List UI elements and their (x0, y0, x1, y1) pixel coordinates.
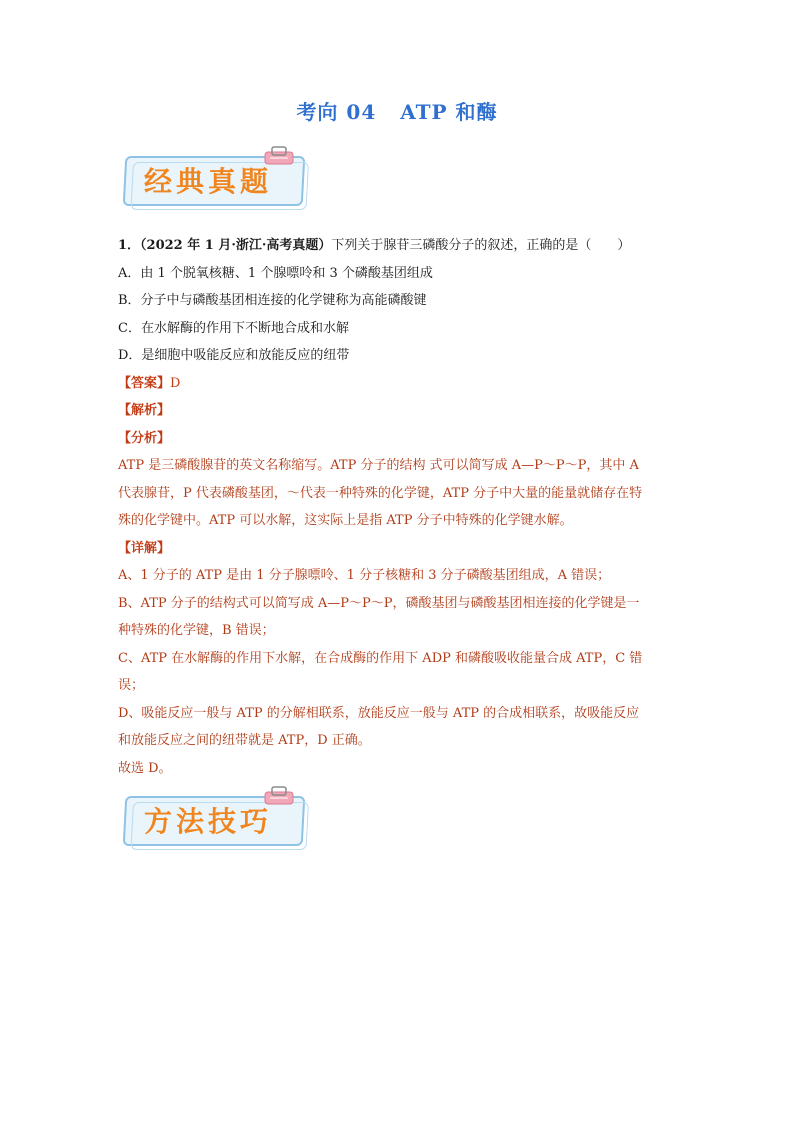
option-c: C．在水解酶的作用下不断地合成和水解 (118, 320, 349, 336)
fenxi-line: 代表腺苷，P 代表磷酸基团，～代表一种特殊的化学键，ATP 分子中大量的能量就储存在特 (118, 485, 643, 501)
xiangjie-line: C、ATP 在水解酶的作用下水解，在合成酶的作用下 ADP 和磷酸吸收能量合成 ATP，C 错 (118, 650, 643, 666)
question-stem-line (118, 232, 678, 260)
banner-classic-label: 经典真题 (144, 165, 273, 198)
question-block (118, 232, 678, 782)
xiangjie-line: A、1 分子的 ATP 是由 1 分子腺嘌呤、1 分子核糖和 3 分子磷酸基团组成，A 错误； (118, 568, 611, 583)
option-a: A．由 1 个脱氧核糖、1 个腺嘌呤和 3 个磷酸基团组成 (118, 265, 433, 281)
section-banner-classic (120, 146, 310, 212)
answer-line (118, 370, 678, 398)
question-source: （2022 年 1 月·浙江·高考真题） (140, 238, 332, 253)
paperclip-icon (262, 146, 296, 168)
paperclip-icon (262, 786, 296, 808)
xiangjie-line: 误； (118, 678, 145, 693)
title-prefix: 考向 04 (296, 100, 377, 124)
section-banner-method (120, 786, 310, 852)
page-title (0, 96, 794, 125)
question-number: 1． (118, 238, 141, 253)
answer-value: D (170, 375, 181, 391)
option-d: D．是细胞中吸能反应和放能反应的纽带 (118, 348, 350, 363)
fenxi-line: ATP 是三磷酸腺苷的英文名称缩写。ATP 分子的结构 式可以简写成 A—P～P～P，其中 A (118, 458, 639, 473)
answer-label: 【答案】 (118, 375, 171, 391)
fenxi-label: 【分析】 (118, 430, 171, 446)
conclusion-line: 故选 D。 (118, 760, 172, 776)
option-b: B．分子中与磷酸基团相连接的化学键称为高能磷酸键 (118, 293, 427, 308)
xiangjie-line: D、吸能反应一般与 ATP 的分解相联系，放能反应一般与 ATP 的合成相联系，故吸能反应 (118, 705, 640, 721)
banner-method-label: 方法技巧 (144, 805, 273, 838)
question-stem: 下列关于腺苷三磷酸分子的叙述，正确的是（ ） (331, 238, 631, 253)
fenxi-line: 殊的化学键中。ATP 可以水解，这实际上是指 ATP 分子中特殊的化学键水解。 (118, 513, 573, 528)
xiangjie-line: 种特殊的化学键，B 错误； (118, 623, 275, 638)
title-topic: ATP 和酶 (400, 100, 498, 124)
xiangjie-line: B、ATP 分子的结构式可以简写成 A—P～P～P，磷酸基团与磷酸基团相连接的化学键是一 (118, 595, 640, 611)
xiangjie-label: 【详解】 (118, 540, 171, 556)
jiexi-label: 【解析】 (118, 403, 171, 418)
xiangjie-line: 和放能反应之间的纽带就是 ATP，D 正确。 (118, 733, 371, 748)
